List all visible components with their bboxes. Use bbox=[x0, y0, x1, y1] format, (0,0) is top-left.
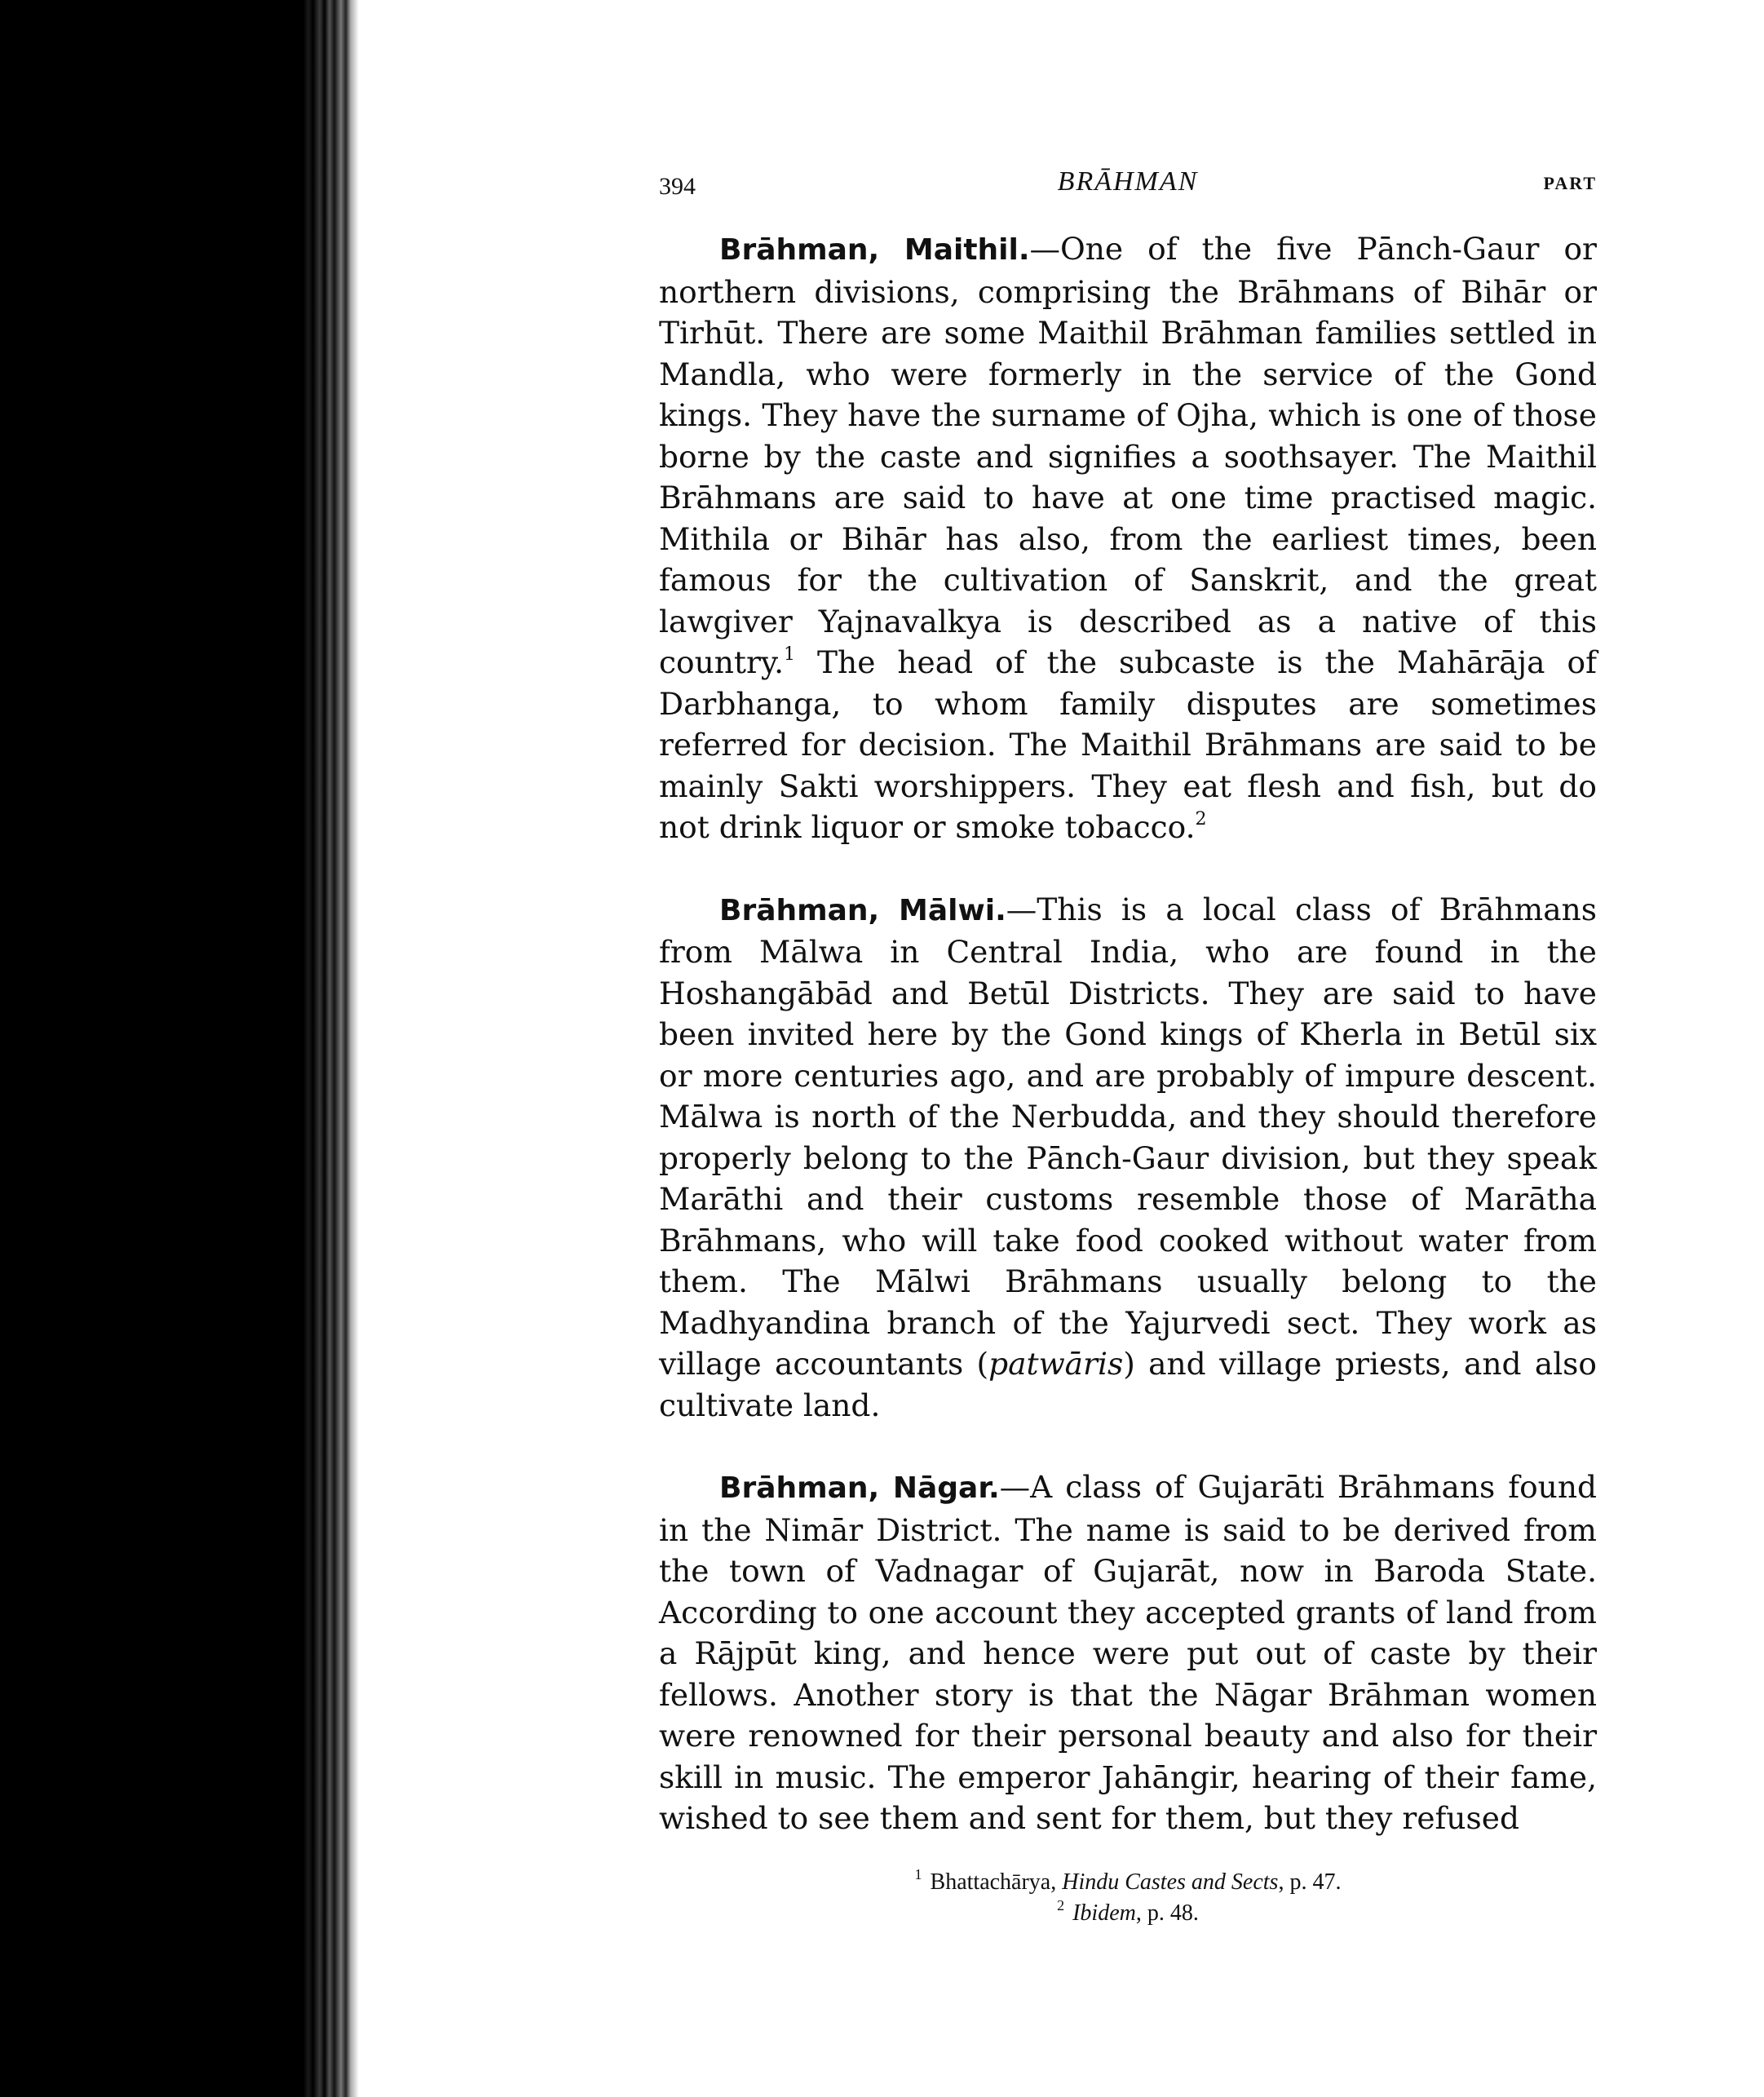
entry-headword: Brāhman, Mālwi. bbox=[719, 893, 1006, 927]
entry-headword: Brāhman, Maithil. bbox=[719, 233, 1030, 267]
entry-text: —A class of Gujarāti Brāhmans found in the Nimār District. The name is said to be derived from the town of Vadnagar of Gujarāt, now in Baroda State. According to one account they accepted grants of land from a Rājpūt king, and hence were put out of caste by their fellows. Another story is that the Nāgar Brāhman women were renowned for their personal beauty and also for their skill in music. The emperor Jahāngir, hearing of their fame, wished to see them and sent for them, but they refused bbox=[659, 1469, 1597, 1836]
footnote-page: , p. 48. bbox=[1135, 1900, 1199, 1926]
entry-text: —One of the five Pānch-Gaur or northern divisions, comprising the Brāhmans of Bihār or Tirhūt. There are some Maithil Brāhman families settled in Mandla, who were formerly in the service of the Gond kings. They have the surname of Ojha, which is one of those borne by the caste and signifies a soothsayer. The Maithil Brāhmans are said to have at one time practised magic. Mithila or Bihār has also, from the earliest times, been famous for the cultivation of Sanskrit, and the great lawgiver Yajnavalkya is described as a native of this country. bbox=[659, 231, 1597, 680]
page-content bbox=[659, 161, 1597, 1929]
footnote-1 bbox=[659, 1867, 1597, 1898]
entry-text: ) and village priests, and also cultivate land. bbox=[659, 1346, 1598, 1423]
footnote-ref: 2 bbox=[1195, 809, 1207, 830]
running-title: BRĀHMAN bbox=[1057, 166, 1199, 197]
footnote-mark: 2 bbox=[1057, 1896, 1065, 1913]
entry-headword: Brāhman, Nāgar. bbox=[719, 1471, 1000, 1505]
page-number: 394 bbox=[659, 173, 696, 200]
footnote-mark: 1 bbox=[914, 1865, 922, 1882]
footnote-title: Hindu Castes and Sects bbox=[1062, 1869, 1279, 1895]
entry-text: The head of the subcaste is the Mahārāja of Darbhanga, to whom family disputes are sometimes referred for decision. The Maithil Brāhmans are said to be mainly Sakti worshippers. They eat flesh and fish, but do not drink liquor or smoke tobacco. bbox=[659, 644, 1597, 845]
footnote-2 bbox=[659, 1898, 1597, 1929]
footnote-page: , p. 47. bbox=[1278, 1869, 1342, 1895]
footnote-author: Bhattachārya, bbox=[930, 1869, 1063, 1895]
book-binding-shadow bbox=[0, 0, 359, 2097]
running-head bbox=[659, 161, 1597, 210]
entry-brahman-maithil bbox=[659, 228, 1597, 848]
footnotes bbox=[659, 1867, 1597, 1929]
entry-brahman-malwi bbox=[659, 889, 1597, 1427]
part-label: PART bbox=[1543, 173, 1597, 193]
entry-text: —This is a local class of Brāhmans from Mālwa in Central India, who are found in the Hoshangābād and Betūl Districts. They are said to have been invited here by the Gond kings of Kherla in Betūl six or more centuries ago, and are probably of impure descent. Mālwa is north of the Nerbudda, and they should therefore properly belong to the Pānch-Gaur division, but they speak Marāthi and their customs resemble those of Marātha Brāhmans, who will take food cooked without water from them. The Mālwi Brāhmans usually belong to the Madhyandina branch of the Yajurvedi sect. They work as village accountants ( bbox=[659, 891, 1597, 1382]
entry-italic-term: patwāris bbox=[988, 1346, 1124, 1382]
entry-brahman-nagar bbox=[659, 1467, 1597, 1839]
footnote-ref: 1 bbox=[784, 644, 796, 665]
footnote-title: Ibidem bbox=[1072, 1900, 1136, 1926]
